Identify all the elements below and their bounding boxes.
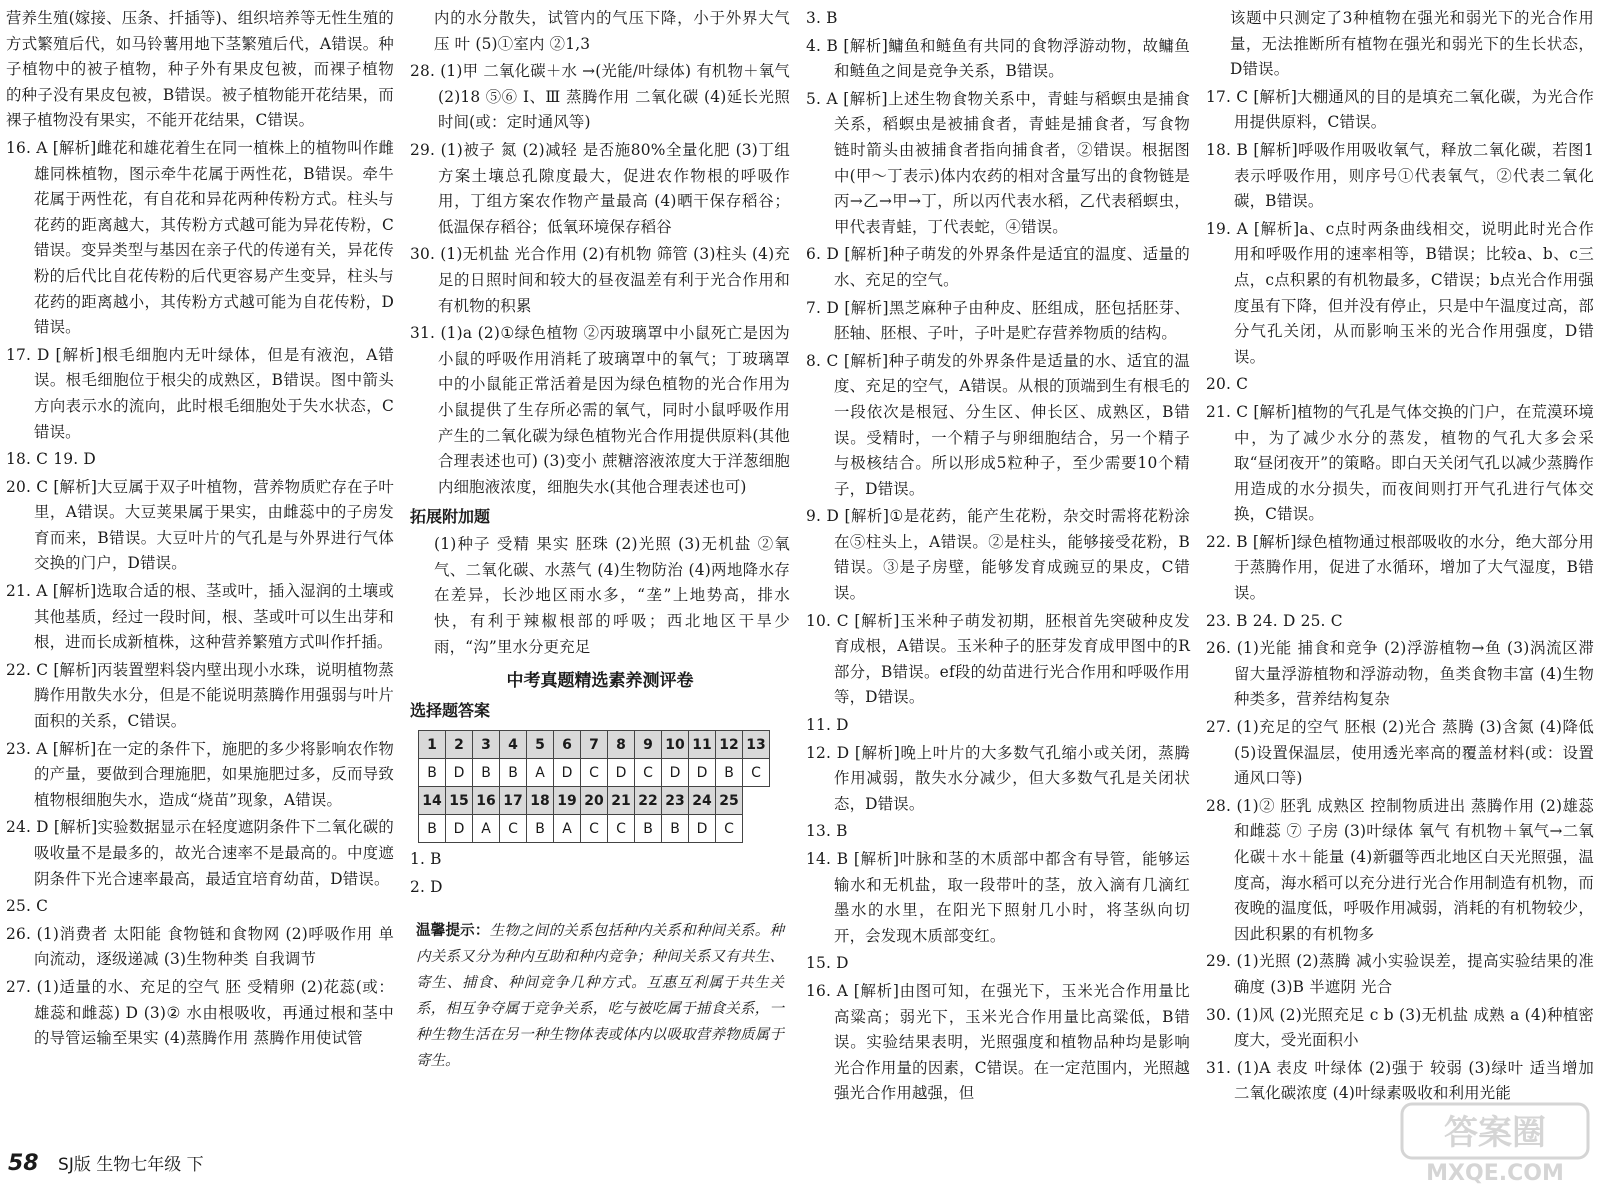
- answer-paragraph: (1)种子 受精 果实 胚珠 (2)光照 (3)无机盐 ②氧气、二氧化碳、水蒸气 (4)生物防治 (4)两地降水存在差异，长沙地区雨水多，“垄”上地势高，排水快，有利于辣椒根部的呼吸；西北地区干旱少雨，“沟”里水分更充足: [434, 535, 790, 656]
- answer-paragraph: 20. C [解析]大豆属于双子叶植物，营养物质贮存在子叶里，A错误。大豆荚果属于果实，由雌蕊中的子房发育而来，B错误。大豆叶片的气孔是与外界进行气体交换的门户，D错误。: [6, 477, 394, 573]
- footer-text: SJ版 生物七年级 下: [58, 1155, 204, 1175]
- answer-cell: D: [446, 815, 473, 843]
- answer-paragraph: 31. (1)a (2)①绿色植物 ②丙玻璃罩中小鼠死亡是因为小鼠的呼吸作用消耗了玻璃罩中的氧气；丁玻璃罩中的小鼠能正常活着是因为绿色植物的光合作用为小鼠提供了生存所必需的氧气，同时小鼠呼吸作用产生的二氧化碳为绿色植物光合作用提供原料(其他合理表述也可) (3)变小 蔗糖溶液浓度大于洋葱细胞内细胞液浓度，细胞失水(其他合理表述也可): [410, 324, 790, 496]
- question-number-cell: 16: [473, 787, 500, 815]
- answer-cell: B: [500, 759, 527, 787]
- tip-text: 生物之间的关系包括种内关系和种间关系。种内关系又分为种内互助和种内竞争；种间关系又有共生、寄生、捕食、种间竞争几种方式。互惠互利属于共生关系，相互争夺属于竞争关系，吃与被吃属于捕食关系，一种生物生活在另一种生物体表或体内以吸取营养物质属于寄生。: [416, 923, 785, 1070]
- answer-paragraph: 16. A [解析]由图可知，在强光下，玉米光合作用量比高粱高；弱光下，玉米光合作用量比高粱低，B错误。实验结果表明，光照强度和植物品种均是影响光合作用量的因素，C错误。在一定范围内，光照越强光合作用越强，但: [806, 981, 1190, 1103]
- answer-paragraph: 该题中只测定了3种植物在强光和弱光下的光合作用量，无法推断所有植物在强光和弱光下的生长状态，D错误。: [1230, 9, 1594, 79]
- answer-cell: A: [473, 815, 500, 843]
- answer-cell: C: [743, 759, 770, 787]
- answer-cell: D: [554, 759, 581, 787]
- question-number-cell: 6: [554, 731, 581, 759]
- answer-paragraph: 11. D: [806, 716, 849, 735]
- answers-label: 选择题答案: [410, 701, 491, 721]
- answer-cell: C: [500, 815, 527, 843]
- question-number-cell: 4: [500, 731, 527, 759]
- answer-paragraph: 22. C [解析]丙装置塑料袋内壁出现小水珠，说明植物蒸腾作用散失水分，但是不能说明蒸腾作用强弱与叶片面积的关系，C错误。: [6, 660, 394, 731]
- question-number-cell: 18: [527, 787, 554, 815]
- watermark-line1: 答案圈: [1444, 1113, 1546, 1153]
- answer-paragraph: 23. B 24. D 25. C: [1206, 611, 1343, 630]
- answer-paragraph: 21. C [解析]植物的气孔是气体交换的门户，在荒漠环境中，为了减少水分的蒸发，植物的气孔大多会采取“昼闭夜开”的策略。即白天关闭气孔以减少蒸腾作用造成的水分损失，而夜间则打开气孔进行气体交换，C错误。: [1206, 402, 1594, 524]
- answer-cell: A: [527, 759, 554, 787]
- section-title: 中考真题精选素养测评卷: [506, 671, 694, 692]
- answer-paragraph: 30. (1)无机盐 光合作用 (2)有机物 筛管 (3)柱头 (4)充足的日照时间和较大的昼夜温差有利于光合作用和有机物的积累: [410, 245, 790, 315]
- page-number: 58: [8, 1151, 39, 1176]
- answer-paragraph: 21. A [解析]选取合适的根、茎或叶，插入湿润的土壤或其他基质，经过一段时间，根、茎或叶可以生出芽和根，进而长成新植株，这种营养繁殖方式叫作扦插。: [6, 582, 394, 652]
- question-number-cell: 24: [689, 787, 716, 815]
- answer-paragraph: 9. D [解析]①是花药，能产生花粉，杂交时需将花粉涂在⑤柱头上，A错误。②是柱头，能够接受花粉，B错误。③是子房壁，能够发育成豌豆的果皮，C错误。: [806, 507, 1190, 603]
- answer-paragraph: 10. C [解析]玉米种子萌发初期，胚根首先突破种皮发育成根，A错误。玉米种子的胚芽发育成甲图中的R部分，B错误。ef段的幼苗进行光合作用和呼吸作用等，D错误。: [806, 611, 1190, 707]
- question-number-cell: 10: [662, 731, 689, 759]
- answer-paragraph: 26. (1)光能 捕食和竞争 (2)浮游植物→鱼 (3)涡流区滞留大量浮游植物和浮游动物，鱼类食物丰富 (4)生物种类多，营养结构复杂: [1206, 639, 1594, 709]
- answer-paragraph: 营养生殖(嫁接、压条、扦插等)、组织培养等无性生殖的方式繁殖后代，如马铃薯用地下茎繁殖后代，A错误。种子植物中的被子植物，种子外有果皮包被，而裸子植物的种子没有果皮包被，B错误。被子植物能开花结果，而裸子植物没有果实，不能开花结果，C错误。: [6, 9, 394, 130]
- short-answer: 1. B: [410, 850, 442, 869]
- short-answer: 2. D: [410, 877, 443, 896]
- answer-paragraph: 13. B: [806, 822, 848, 841]
- answer-cell: B: [635, 815, 662, 843]
- answer-paragraph: 17. D [解析]根毛细胞内无叶绿体，但是有液泡，A错误。根毛细胞位于根尖的成熟区，B错误。图中箭头方向表示水的流向，此时根毛细胞处于失水状态，C错误。: [6, 345, 394, 441]
- answer-paragraph: 29. (1)被子 氮 (2)减轻 是否施80%全量化肥 (3)丁组方案土壤总孔隙度最大，促进农作物根的呼吸作用，丁组方案农作物产量最高 (4)晒干保存稻谷；低温保存稻谷；低氧环境保存稻谷: [410, 140, 790, 236]
- question-number-cell: 14: [419, 787, 446, 815]
- answer-paragraph: 3. B: [806, 9, 838, 27]
- question-number-cell: 8: [608, 731, 635, 759]
- question-number-cell: 21: [608, 787, 635, 815]
- answer-paragraph: 18. C 19. D: [6, 450, 96, 469]
- answer-cell: B: [662, 815, 689, 843]
- answer-paragraph: 27. (1)适量的水、充足的空气 胚 受精卵 (2)花蕊(或：雄蕊和雌蕊) D (3)② 水由根吸收，再通过根和茎中的导管运输至果实 (4)蒸腾作用 蒸腾作用使试管: [6, 977, 394, 1048]
- answer-paragraph: 27. (1)充足的空气 胚根 (2)光合 蒸腾 (3)含氮 (4)降低 (5)设置保温层，使用透光率高的覆盖材料(或：设置通风口等): [1206, 718, 1594, 788]
- answer-paragraph: 12. D [解析]晚上叶片的大多数气孔缩小或关闭，蒸腾作用减弱，散失水分减少，但大多数气孔是关闭状态，D错误。: [806, 743, 1190, 813]
- answer-cell: D: [446, 759, 473, 787]
- column-1: [6, 6, 394, 1054]
- answer-cell: B: [716, 759, 743, 787]
- answer-paragraph: 31. (1)A 表皮 叶绿体 (2)强于 较弱 (3)绿叶 适当增加二氧化碳浓度 (4)叶绿素吸收和利用光能: [1206, 1058, 1594, 1103]
- answer-paragraph: 23. A [解析]在一定的条件下，施肥的多少将影响农作物的产量，要做到合理施肥，如果施肥过多，反而导致植物根细胞失水，造成“烧苗”现象，A错误。: [6, 739, 394, 809]
- answer-cell: B: [527, 815, 554, 843]
- question-number-cell: 22: [635, 787, 662, 815]
- question-number-cell: 20: [581, 787, 608, 815]
- answer-paragraph: 26. (1)消费者 太阳能 食物链和食物网 (2)呼吸作用 单向流动，逐级递减 (3)生物种类 自我调节: [6, 924, 394, 969]
- question-number-cell: 11: [689, 731, 716, 759]
- answer-paragraph: 20. C: [1206, 375, 1249, 394]
- column-3: [806, 6, 1190, 1109]
- question-number-cell: 9: [635, 731, 662, 759]
- answer-paragraph: 17. C [解析]大棚通风的目的是填充二氧化碳，为光合作用提供原料，C错误。: [1206, 87, 1594, 132]
- question-number-cell: 15: [446, 787, 473, 815]
- answer-cell: D: [689, 815, 716, 843]
- question-number-cell: 7: [581, 731, 608, 759]
- question-number-cell: 19: [554, 787, 581, 815]
- answer-cell: B: [419, 815, 446, 843]
- question-number-cell: 12: [716, 731, 743, 759]
- answer-cell: D: [608, 759, 635, 787]
- question-number-cell: 1: [419, 731, 446, 759]
- column-2: [410, 6, 790, 1074]
- answer-paragraph: 25. C: [6, 897, 49, 916]
- tip-label: 温馨提示：: [416, 923, 490, 940]
- answer-paragraph: 8. C [解析]种子萌发的外界条件是适量的水、适宜的温度、充足的空气，A错误。从根的顶端到生有根毛的一段依次是根冠、分生区、伸长区、成熟区，B错误。受精时，一个精子与卵细胞结合，另一个精子与极核结合。所以形成5粒种子，至少需要10个精子，D错误。: [806, 351, 1190, 498]
- answer-paragraph: 28. (1)甲 二氧化碳＋水 →(光能/叶绿体) 有机物＋氧气 (2)18 ⑤⑥ Ⅰ、Ⅲ 蒸腾作用 二氧化碳 (4)延长光照时间(或：定时通风等): [410, 62, 790, 132]
- answer-paragraph: 4. B [解析]鳙鱼和鲢鱼有共同的食物浮游动物，故鳙鱼和鲢鱼之间是竞争关系，B错误。: [806, 36, 1190, 81]
- question-number-cell: 25: [716, 787, 743, 815]
- answer-paragraph: 30. (1)风 (2)光照充足 c b (3)无机盐 成熟 a (4)种植密度大，受光面积小: [1206, 1005, 1594, 1050]
- answer-table: [418, 730, 770, 843]
- answer-cell: A: [554, 815, 581, 843]
- answer-paragraph: 22. B [解析]绿色植物通过根部吸收的水分，绝大部分用于蒸腾作用，促进了水循环，增加了大气湿度，B错误。: [1206, 532, 1594, 603]
- answer-cell: C: [581, 759, 608, 787]
- answer-paragraph: 16. A [解析]雌花和雄花着生在同一植株上的植物叫作雌雄同株植物，图示牵牛花属于两性花，B错误。牵牛花属于两性花，有自花和异花两种传粉方式。柱头与花药的距离越大，其传粉方式越可能为异花传粉，C错误。变异类型与基因在亲子代的传递有关，异花传粉的后代比自花传粉的后代更容易产生变异，柱头与花药的距离越小，其传粉方式越可能为自花传粉，D错误。: [6, 138, 394, 337]
- answer-paragraph: 7. D [解析]黑芝麻种子由种皮、胚组成，胚包括胚芽、胚轴、胚根、子叶，子叶是贮存营养物质的结构。: [806, 298, 1190, 343]
- answer-paragraph: 6. D [解析]种子萌发的外界条件是适宜的温度、适量的水、充足的空气。: [806, 245, 1190, 289]
- question-number-cell: 17: [500, 787, 527, 815]
- question-number-cell: 2: [446, 731, 473, 759]
- answer-paragraph: 18. B [解析]呼吸作用吸收氧气，释放二氧化碳，若图1表示呼吸作用，则序号①代表氧气，②代表二氧化碳，B错误。: [1206, 140, 1594, 211]
- answer-cell: D: [689, 759, 716, 787]
- answer-paragraph: 19. A [解析]a、c点时两条曲线相交，说明此时光合作用和呼吸作用的速率相等，B错误；比较a、b、c三点，c点积累的有机物最多，C错误；b点光合作用强度虽有下降，但并没有停止，只是中午温度过高，部分气孔关闭，从而影响玉米的光合作用强度，D错误。: [1206, 219, 1594, 366]
- answer-cell: B: [419, 759, 446, 787]
- question-number-cell: 23: [662, 787, 689, 815]
- answer-paragraph: 29. (1)光照 (2)蒸腾 减小实验误差，提高实验结果的准确度 (3)B 半遮阴 光合: [1206, 952, 1594, 996]
- answer-paragraph: 28. (1)② 胚乳 成熟区 控制物质进出 蒸腾作用 (2)雄蕊和雌蕊 ⑦ 子房 (3)叶绿体 氧气 有机物＋氧气→二氧化碳＋水＋能量 (4)新疆等西北地区白天光照强，温度高，海水稻可以充分进行光合作用制造有机物，而夜晚的温度低，呼吸作用减弱，消耗的有机物较少，因此积累的有机物多: [1206, 796, 1594, 943]
- answer-paragraph: 14. B [解析]叶脉和茎的木质部中都含有导管，能够运输水和无机盐，取一段带叶的茎，放入滴有几滴红墨水的水里，在阳光下照射几小时，将茎纵向切开，会发现木质部变红。: [806, 850, 1190, 945]
- answer-paragraph: 内的水分散失，试管内的气压下降，小于外界大气压 叶 (5)①室内 ②1,3: [434, 9, 790, 53]
- tip-box: [416, 918, 784, 1074]
- answer-cell: C: [581, 815, 608, 843]
- answer-cell: C: [716, 815, 743, 843]
- question-number-cell: 5: [527, 731, 554, 759]
- answer-cell: D: [662, 759, 689, 787]
- question-number-cell: 3: [473, 731, 500, 759]
- answer-paragraph: 24. D [解析]实验数据显示在轻度遮阴条件下二氧化碳的吸收量不是最多的，故光合速率不是最高的。中度遮阴条件下光合速率最高，最适宜培育幼苗，D错误。: [6, 818, 394, 888]
- answer-cell: C: [608, 815, 635, 843]
- answer-cell: B: [473, 759, 500, 787]
- question-number-cell: 13: [743, 731, 770, 759]
- answer-cell: C: [635, 759, 662, 787]
- column-4: [1206, 6, 1594, 1109]
- answer-paragraph: 5. A [解析]上述生物食物关系中，青蛙与稻螟虫是捕食关系，稻螟虫是被捕食者，青蛙是捕食者，写食物链时箭头由被捕食者指向捕食者，②错误。根据图中(甲～丁表示)体内农药的相对含量写出的食物链是丙→乙→甲→丁，所以丙代表水稻，乙代表稻螟虫，甲代表青蛙，丁代表蛇，④错误。: [806, 89, 1190, 236]
- extra-heading: 拓展附加题: [410, 507, 491, 527]
- answer-paragraph: 15. D: [806, 954, 849, 973]
- watermark-line2: MXQE.COM: [1426, 1161, 1564, 1186]
- page-footer: [8, 1150, 204, 1176]
- watermark-logo: [1400, 1098, 1590, 1186]
